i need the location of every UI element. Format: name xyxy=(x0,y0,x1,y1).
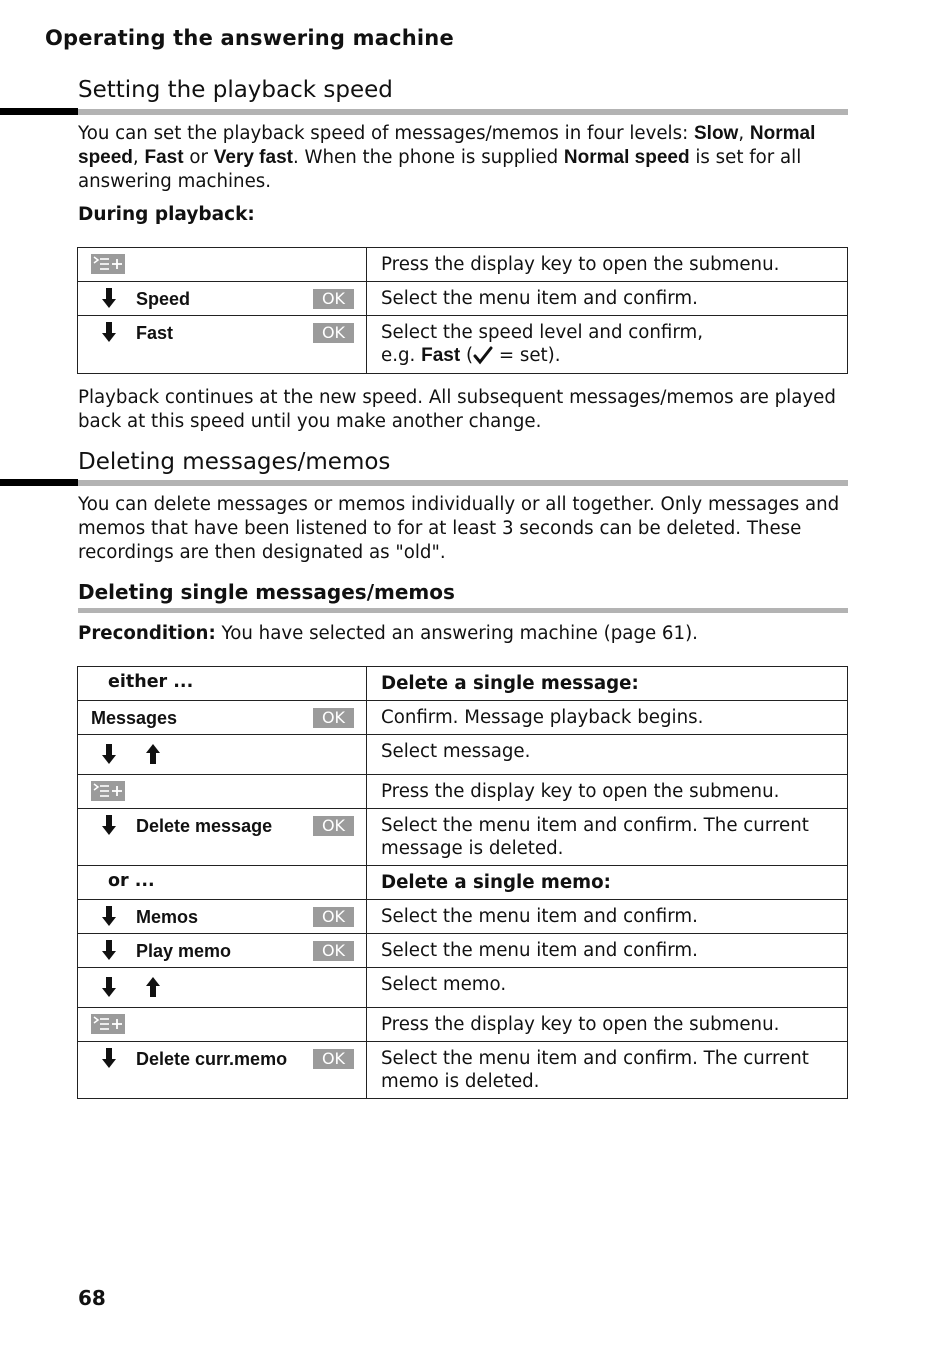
arrow-down-icon[interactable] xyxy=(102,287,116,309)
chapter-title: Operating the answering machine xyxy=(45,26,454,50)
ok-button[interactable]: OK xyxy=(313,1049,354,1069)
during-playback-label: During playback: xyxy=(78,204,255,225)
page-number: 68 xyxy=(78,1286,106,1310)
or-label: or ... xyxy=(108,871,155,891)
ok-button[interactable]: OK xyxy=(313,708,354,728)
delete-steps-table xyxy=(77,666,848,1099)
menu-item-memos: Memos xyxy=(136,907,199,927)
arrow-down-icon[interactable] xyxy=(102,976,116,998)
ok-button[interactable]: OK xyxy=(313,941,354,961)
desc-cell: Delete a single message: xyxy=(367,667,848,701)
desc-cell: Delete a single memo: xyxy=(367,866,848,900)
key-cell xyxy=(78,735,367,775)
menu-item-delete-curr-memo: Delete curr.memo xyxy=(136,1049,288,1069)
table-row xyxy=(78,1008,848,1042)
table-row xyxy=(78,775,848,809)
subsection-title-single: Deleting single messages/memos xyxy=(78,580,455,604)
subsection-rule xyxy=(78,608,848,613)
desc-cell: Select the menu item and confirm. The current memo is deleted. xyxy=(367,1042,848,1099)
table-row xyxy=(78,701,848,735)
precondition: Precondition: You have selected an answering machine (page 61). xyxy=(78,623,698,644)
ok-button[interactable]: OK xyxy=(313,323,354,343)
menu-item-fast: Fast xyxy=(136,323,174,343)
menu-key-icon[interactable] xyxy=(91,1014,125,1034)
key-cell xyxy=(78,866,367,900)
table-row xyxy=(78,866,848,900)
menu-item-speed: Speed xyxy=(136,289,191,309)
speed-after-text: Playback continues at the new speed. All subsequent messages/memos are played back at this speed until you make another change. xyxy=(78,387,836,432)
desc-cell: Select the menu item and confirm. xyxy=(367,934,848,968)
menu-item-delete-message: Delete message xyxy=(136,816,273,836)
key-cell xyxy=(78,316,367,374)
delete-intro: You can delete messages or memos individually or all together. Only messages and memos that have been listened to for at least 3 seconds can be deleted. These recordings are then designated as "old". xyxy=(78,494,840,563)
desc-cell: Confirm. Message playback begins. xyxy=(367,701,848,735)
arrow-up-icon[interactable] xyxy=(146,743,160,765)
desc-cell: Select the speed level and confirm, e.g. Fast ( = set). xyxy=(367,316,848,374)
key-cell xyxy=(78,282,367,316)
key-cell xyxy=(78,900,367,934)
desc-cell: Press the display key to open the submenu. xyxy=(367,248,848,282)
key-cell xyxy=(78,701,367,735)
key-cell xyxy=(78,775,367,809)
desc-cell: Select the menu item and confirm. xyxy=(367,900,848,934)
arrow-down-icon[interactable] xyxy=(102,321,116,343)
desc-cell: Select the menu item and confirm. xyxy=(367,282,848,316)
section-rule-black xyxy=(0,479,78,486)
arrow-down-icon[interactable] xyxy=(102,814,116,836)
key-cell xyxy=(78,1042,367,1099)
checkmark-icon xyxy=(473,345,493,365)
key-cell xyxy=(78,809,367,866)
arrow-down-icon[interactable] xyxy=(102,939,116,961)
section-rule-grey xyxy=(78,480,848,486)
speed-intro: You can set the playback speed of messages/memos in four levels: Slow, Normal speed, Fast or Very fast. When the phone is supplied Normal speed is set for all answering machines. xyxy=(78,123,816,192)
table-row xyxy=(78,809,848,866)
ok-button[interactable]: OK xyxy=(313,816,354,836)
ok-button[interactable]: OK xyxy=(313,907,354,927)
either-label: either ... xyxy=(108,672,194,692)
section-rule-grey xyxy=(78,109,848,115)
arrow-down-icon[interactable] xyxy=(102,1047,116,1069)
ok-button[interactable]: OK xyxy=(313,289,354,309)
key-cell xyxy=(78,968,367,1008)
desc-cell: Press the display key to open the submenu. xyxy=(367,1008,848,1042)
speed-steps-table xyxy=(77,247,848,374)
table-row xyxy=(78,735,848,775)
desc-cell: Select message. xyxy=(367,735,848,775)
table-row xyxy=(78,934,848,968)
table-row xyxy=(78,900,848,934)
menu-item-messages: Messages xyxy=(91,708,178,728)
menu-item-play-memo: Play memo xyxy=(136,941,232,961)
arrow-down-icon[interactable] xyxy=(102,743,116,765)
key-cell xyxy=(78,1008,367,1042)
table-row xyxy=(78,316,848,374)
table-row xyxy=(78,248,848,282)
key-cell xyxy=(78,934,367,968)
menu-key-icon[interactable] xyxy=(91,254,125,274)
key-cell xyxy=(78,667,367,701)
table-row xyxy=(78,282,848,316)
desc-cell: Press the display key to open the submenu. xyxy=(367,775,848,809)
table-row xyxy=(78,667,848,701)
table-row xyxy=(78,1042,848,1099)
section-rule-black xyxy=(0,108,78,115)
key-cell xyxy=(78,248,367,282)
desc-cell: Select memo. xyxy=(367,968,848,1008)
desc-cell: Select the menu item and confirm. The current message is deleted. xyxy=(367,809,848,866)
arrow-down-icon[interactable] xyxy=(102,905,116,927)
menu-key-icon[interactable] xyxy=(91,781,125,801)
arrow-up-icon[interactable] xyxy=(146,976,160,998)
table-row xyxy=(78,968,848,1008)
section-title-delete: Deleting messages/memos xyxy=(78,449,391,475)
section-title-speed: Setting the playback speed xyxy=(78,77,393,103)
